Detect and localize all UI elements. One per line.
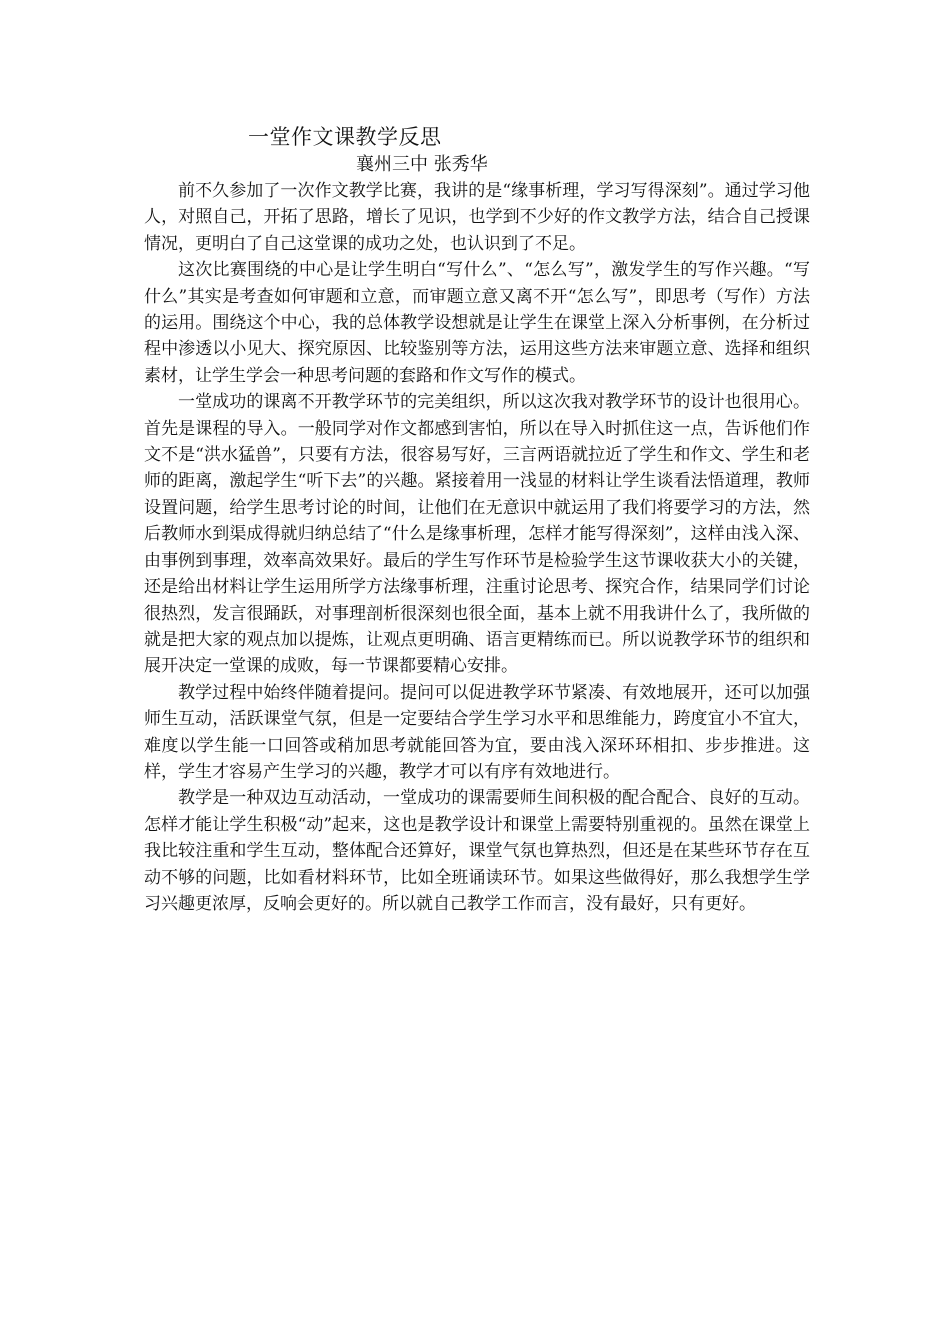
paragraph-5: 教学是一种双边互动活动，一堂成功的课需要师生间积极的配合配合、良好的互动。怎样才能让学生积极“动”起来，这也是教学设计和课堂上需要特别重视的。虽然在课堂上我比较注重和学生互动，整体配合还算好，课堂气氛也算热烈，但还是在某些环节存在互动不够的问题，比如看材料环节，比如全班诵读环节。如果这些做得好，那么我想学生学习兴趣更浓厚，反响会更好的。所以就自己教学工作而言，没有最好，只有更好。 — [144, 788, 810, 914]
paragraph-3: 一堂成功的课离不开教学环节的完美组织，所以这次我对教学环节的设计也很用心。首先是课程的导入。一般同学对作文都感到害怕，所以在导入时抓住这一点，告诉他们作文不是“洪水猛兽”，只要有方法，很容易写好，三言两语就拉近了学生和作文、学生和老师的距离，激起学生“听下去”的兴趣。紧接着用一浅显的材料让学生谈看法悟道理，教师设置问题，给学生思考讨论的时间，让他们在无意识中就运用了我们将要学习的方法，然后教师水到渠成得就归纳总结了“什么是缘事析理，怎样才能写得深刻”，这样由浅入深、由事例到事理，效率高效果好。最后的学生写作环节是检验学生这节课收获大小的关键，还是给出材料让学生运用所学方法缘事析理，注重讨论思考、探究合作，结果同学们讨论很热烈，发言很踊跃，对事理剖析很深刻也很全面，基本上就不用我讲什么了，我所做的就是把大家的观点加以提炼，让观点更明确、语言更精练而已。所以说教学环节的组织和展开决定一堂课的成败，每一节课都要精心安排。 — [144, 392, 810, 677]
author-line: 襄州三中 张秀华 — [356, 154, 488, 175]
paragraph-4: 教学过程中始终伴随着提问。提问可以促进教学环节紧凑、有效地展开，还可以加强师生互动，活跃课堂气氛，但是一定要结合学生学习水平和思维能力，跨度宜小不宜大，难度以学生能一口回答或稍加思考就能回答为宜，要由浅入深环环相扣、步步推进。这样，学生才容易产生学习的兴趣，教学才可以有序有效地进行。 — [144, 682, 810, 782]
document-body — [144, 122, 810, 917]
paragraph-2: 这次比赛围绕的中心是让学生明白“写什么”、“怎么写”，激发学生的写作兴趣。“写什么”其实是考查如何审题和立意，而审题立意又离不开“怎么写”，即思考（写作）方法的运用。围绕这个中心，我的总体教学设想就是让学生在课堂上深入分析事例，在分析过程中渗透以小见大、探究原因、比较鉴别等方法，运用这些方法来审题立意、选择和组织素材，让学生学会一种思考问题的套路和作文写作的模式。 — [144, 260, 810, 386]
document-title: 一堂作文课教学反思 — [248, 125, 442, 149]
paragraph-1: 前不久参加了一次作文教学比赛，我讲的是“缘事析理，学习写得深刻”。通过学习他人，对照自己，开拓了思路，增长了见识，也学到不少好的作文教学方法，结合自己授课情况，更明白了自己这堂课的成功之处，也认识到了不足。 — [144, 181, 810, 254]
